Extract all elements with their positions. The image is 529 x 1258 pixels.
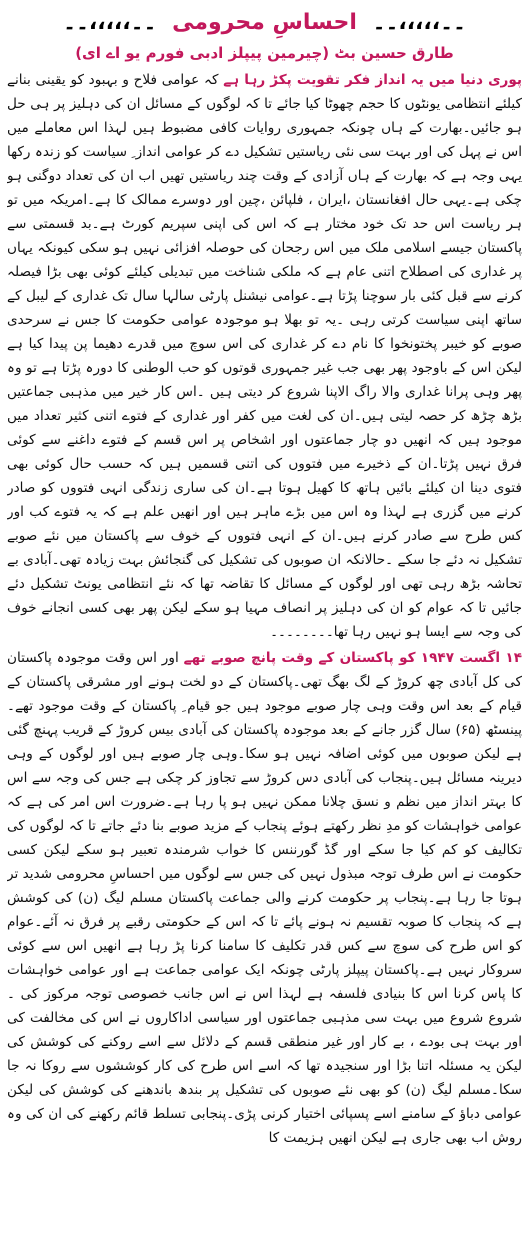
paragraph-1-lead: پوری دنیا میں یہ انداز فکر تقویت پکڑ رہا ہے <box>223 72 522 88</box>
paragraph-2-lead: ۱۴ اگست ۱۹۴۷ کو پاکستان کے وقت پانچ صوبے تھے <box>183 650 522 666</box>
article-body <box>7 68 522 1248</box>
article-title-row <box>7 6 522 40</box>
paragraph-1-text: کہ عوامی فلاح و بہبود کو یقینی بنانے کیلئے انتظامی یونٹوں کا حجم چھوٹا کیا جائے تا کہ لوگوں کے مسائل ان کی دہلیز پر ہی حل ہو جائیں۔بھارت کے ہاں چونکہ جمہوری روایات کافی مضبوط ہیں لہذا اس معاملے میں اس نے پہل کی اور بہت سی نئی ریاستیں تشکیل دے کر عوامی انداز ِ سیاست کو زندہ رکھا یہی وجہ ہے کہ بھارت کے ہاں آزادی کے وقت چند ریاستیں تھیں اب ان کی تعداد دوگنی ہو چکی ہے۔یہی حال افغانستان ،ایران ، فلپائن ،چین اور دوسرے ممالک کا ہے۔امریکہ میں تو ہر ریاست اس حد تک خود مختار ہے کہ اس کی اپنی سپریم کورٹ ہے۔بد قسمتی سے پاکستان جیسے اسلامی ملک میں اس رجحان کی حوصلہ افزائی نہیں ہو سکی کیونکہ یہاں پر غداری کی اصطلاح اتنی عام ہے کہ ملکی شناخت میں تبدیلی کیلئے کوئی بھی بڑا فیصلہ کرنے سے قبل کئی بار سوچنا پڑتا ہے۔عوامی نیشنل پارٹی سالہا سال تک غداری کے لیبل کے ساتھ اپنی سیاست کرتی رہی ۔یہ تو بھلا ہو موجودہ عوامی حکومت کا جس نے سرحدی صوبے کو خیبر پختونخوا کا نام دے کر غداری کی اس سوچ میں قدرے دھیما پن پیدا کیا ہے لیکن اس کے باوجود پھر بھی جب غیر جمہوری قوتوں کو حب الوطنی کا دورہ پڑتا ہے تو وہ پھر وہی پرانا غداری والا راگ الاپنا شروع کر دیتی ہیں ۔اس کار خیر میں مذہبی جماعتیں بڑھ چڑھ کر حصہ لیتی ہیں۔ان کی لغت میں کفر اور غداری کے فتوے اتنی کثیر تعداد میں موجود ہیں کہ انھیں دو چار جماعتوں اور اشخاص پر اس قسم کے فتوے داغنے سے کوئی فرق نہیں پڑتا۔ان کے ذخیرے میں فتووں کی اتنی قسمیں ہیں کہ حسب حال کوئی بھی فتوی دینا ان کیلئے بائیں ہاتھ کا کھیل ہوتا ہے۔ان کی ساری زندگی انہی فتووں کو صادر کرنے میں گزری ہے لہذا وہ اس میں بڑے ماہر ہیں اور انھیں علم ہے کہ یہ فتوے کب اور کس طرح سے صادر کرنے ہیں۔ان کے انہی فتووں کے خوف سے پاکستان میں نئے صوبے تشکیل نہ دئے جا سکے ۔حالانکہ ان صوبوں کی تشکیل کی گنجائش بہت زیادہ تھی۔آبادی بے تحاشہ بڑھ رہی تھی اور لوگوں کے مسائل کا تقاضہ تھا کہ نئے انتظامی یونٹ تشکیل دئے جائیں تا کہ عوام کو ان کی دہلیز پر انصاف مہیا ہو سکے لیکن پھر بھی کسی انجانے خوف کی وجہ سے ایسا ہو نہیں رہا تھا۔۔۔۔۔۔۔۔ <box>7 72 522 640</box>
article-title: احساسِ محرومی <box>172 10 357 35</box>
author-byline: طارق حسین بٹ (چیرمین پیپلز ادبی فورم یو اے ای) <box>75 44 454 62</box>
paragraph-2-text: اور اس وقت موجودہ پاکستان کی کل آبادی چھ کروڑ کے لگ بھگ تھی۔پاکستان کے دو لخت ہونے اور مشرقی پاکستان کے قیام کے بعد اس وقت وہی چار صوبے موجود ہیں جو قیام ِ پاکستان کے وقت موجود تھے۔پینسٹھ (۶۵) سال گزر جانے کے بعد موجودہ پاکستان کی آبادی بیس کروڑ کے قریب پہنچ گئی ہے لیکن صوبوں میں کوئی اضافہ نہیں ہو سکا۔وہی چار صوبے ہیں اور لوگوں کے وہی دیرینہ مسائل ہیں۔پنجاب کی آبادی دس کروڑ سے تجاوز کر چکی ہے جس کی وجہ سے اس کا بہتر انداز میں نظم و نسق چلانا ممکن نہیں ہو پا رہا ہے۔ضرورت اس امر کی ہے کہ عوامی خواہشات کو مدِ نظر رکھتے ہوئے پنجاب کے مزید صوبے بنا دئے جاتے تا کہ لوگوں کی تکالیف کو کم کیا جا سکے اور گڈ گورننس کا خواب شرمندہ تعبیر ہو سکے لیکن کسی حکومت نے اس طرف توجہ مبذول نہیں کی جس سے لوگوں میں احساسِ محرومی شدید تر ہوتا جا رہا ہے۔پنجاب پر حکومت کرنے والی جماعت پاکستان مسلم لیگ (ن) کی کوشش ہے کہ پنجاب کا صوبہ تقسیم نہ ہونے پائے تا کہ اس کے حکومتی رقبے پر فرق نہ آئے۔عوام کو اس طرح کی سوچ سے کس قدر تکلیف کا سامنا کرنا پڑ رہا ہے انھیں اس سے کوئی سروکار نہیں ہے۔پاکستان پیپلز پارٹی چونکہ ایک عوامی جماعت ہے اور عوامی خواہشات کا پاس کرنا اس کا بنیادی فلسفہ ہے لہذا اس نے اس جانب خصوصی توجہ مرکوز کی ۔شروع شروع میں بہت سی مذہبی جماعتوں اور سیاسی اداکاروں نے اس کی مخالفت کی اور بہت ہی بودے ، بے کار اور غیر منطقی قسم کے دلائل سے اسے روکنے کی کوشش کی لیکن یہ مسئلہ اتنا بڑا اور سنجیدہ تھا کہ اسے اس طرح کی کار کوششوں سے روکا نہ جا سکا۔مسلم لیگ (ن) کو بھی نئے صوبوں کی تشکیل پر بندھ باندھنے کی کوشش کی لیکن عوامی دباؤ کے سامنے اسے پسپائی اختیار کرنی پڑی۔پنجابی تسلط قائم رکھنے کی ان کی وہ روش اب بھی جاری ہے لیکن انھیں ہزیمت کا <box>7 650 522 1146</box>
title-ornament-right: ۔۔،،،،،۔۔ <box>372 10 466 35</box>
paragraph-2 <box>7 646 522 1150</box>
title-ornament-left: ۔۔،،،،،۔۔ <box>63 10 157 35</box>
paragraph-1 <box>7 68 522 644</box>
